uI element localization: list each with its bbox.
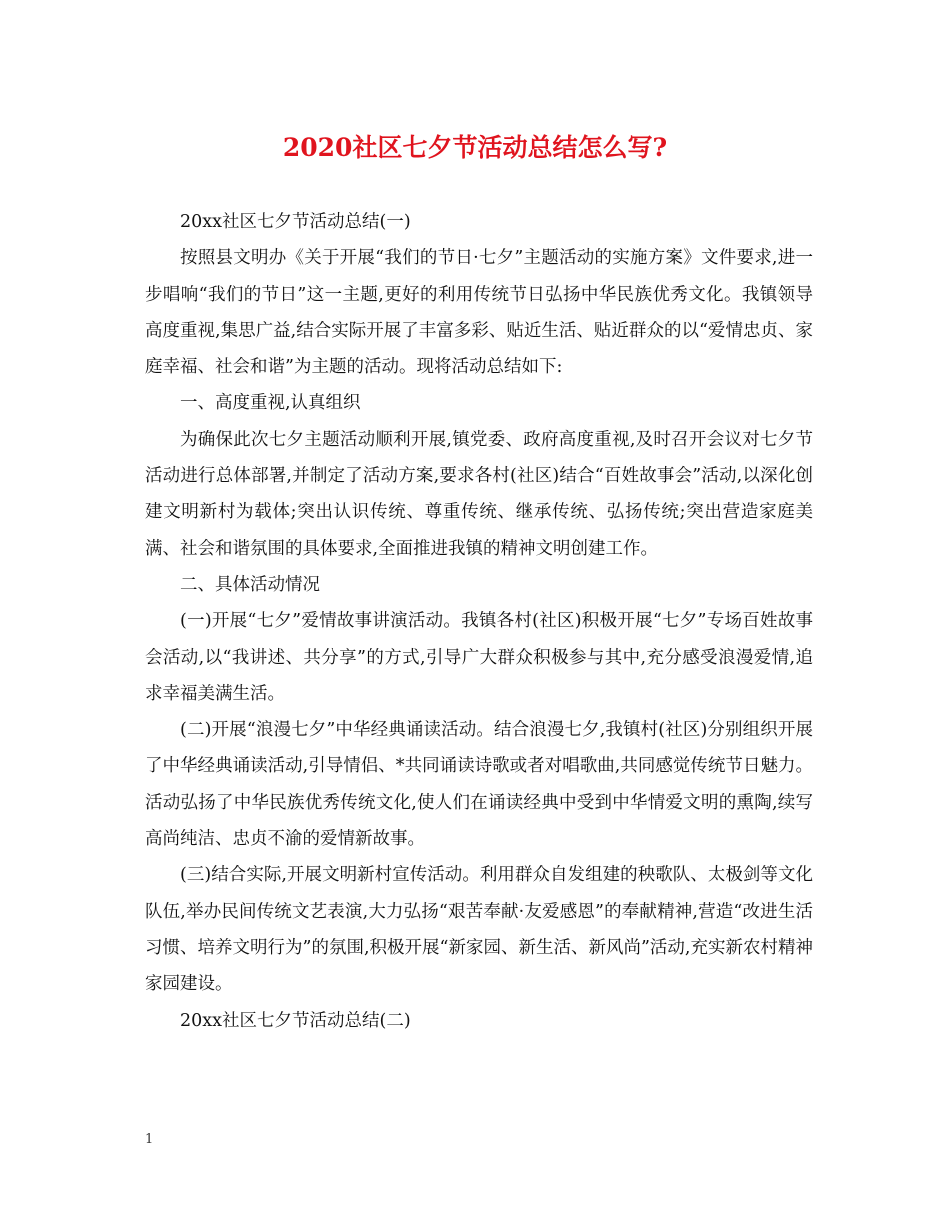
activity-paragraph-storytelling: (一)开展“七夕”爱情故事讲演活动。我镇各村(社区)积极开展“七夕”专场百姓故事会活动,以“我讲述、共分享”的方式,引导广大群众积极参与其中,充分感受浪漫爱情,追求幸福美满生活。 xyxy=(145,611,813,704)
section-heading-activities: 二、具体活动情况 xyxy=(180,574,320,595)
intro-paragraph: 按照县文明办《关于开展“我们的节日·七夕”主题活动的实施方案》文件要求,进一步唱响“我们的节日”这一主题,更好的利用传统节日弘扬中华民族优秀文化。我镇领导高度重视,集思广益,结合实际开展了丰富多彩、贴近生活、贴近群众的以“爱情忠贞、家庭幸福、社会和谐”为主题的活动。现将活动总结如下: xyxy=(145,248,813,378)
section-heading-organization: 一、高度重视,认真组织 xyxy=(180,393,361,414)
section-heading-summary-one: 20xx社区七夕节活动总结(一) xyxy=(180,212,411,232)
document-body xyxy=(145,204,813,1039)
document-title: 2020社区七夕节活动总结怎么写? xyxy=(282,133,668,162)
page-number: 1 xyxy=(145,1132,154,1147)
activity-paragraph-promotion: (三)结合实际,开展文明新村宣传活动。利用群众自发组建的秧歌队、太极剑等文化队伍,举办民间传统文艺表演,大力弘扬“艰苦奉献·友爱感恩”的奉献精神,营造“改进生活习惯、培养文明行为”的氛围,积极开展“新家园、新生活、新风尚”活动,充实新农村精神家园建设。 xyxy=(145,865,813,995)
section-heading-summary-two: 20xx社区七夕节活动总结(二) xyxy=(180,1010,411,1031)
activity-paragraph-classics-reading: (二)开展“浪漫七夕”中华经典诵读活动。结合浪漫七夕,我镇村(社区)分别组织开展了中华经典诵读活动,引导情侣、*共同诵读诗歌或者对唱歌曲,共同感觉传统节日魅力。活动弘扬了中华民族优秀传统文化,使人们在诵读经典中受到中华情爱文明的熏陶,续写高尚纯洁、忠贞不渝的爱情新故事。 xyxy=(145,720,813,850)
organization-paragraph: 为确保此次七夕主题活动顺利开展,镇党委、政府高度重视,及时召开会议对七夕节活动进行总体部署,并制定了活动方案,要求各村(社区)结合“百姓故事会”活动,以深化创建文明新村为载体;突出认识传统、尊重传统、继承传统、弘扬传统;突出营造家庭美满、社会和谐氛围的具体要求,全面推进我镇的精神文明创建工作。 xyxy=(145,429,813,559)
